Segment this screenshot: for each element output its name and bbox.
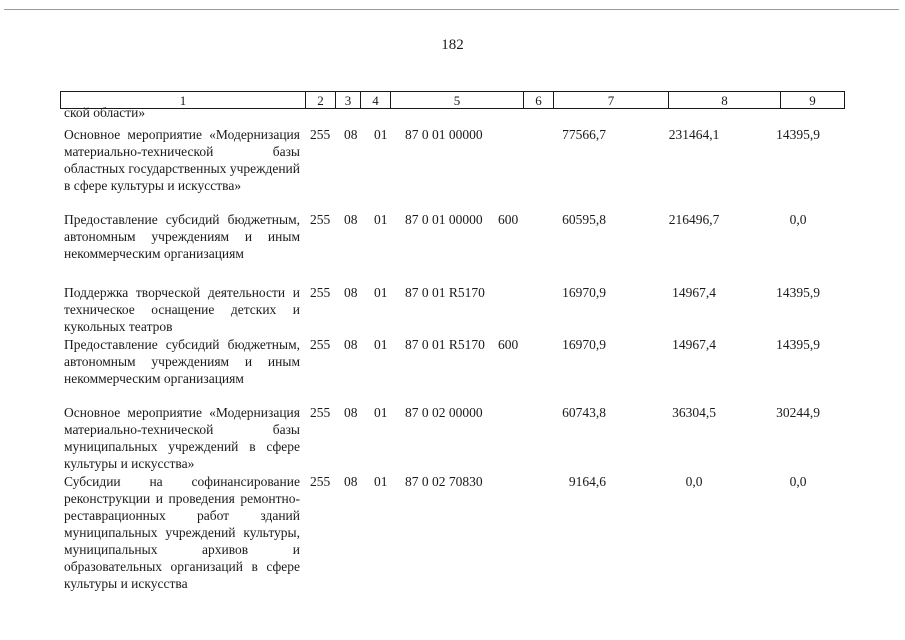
cell-col-7: 77566,7: [562, 127, 606, 142]
cell-col-4: 01: [374, 212, 388, 227]
cell-col-9: 14395,9: [776, 337, 820, 352]
row-description: Основное мероприятие «Модернизация материально-технической базы муниципальных учреждений в сфере культуры и искусства»: [64, 405, 300, 471]
cell-col-3: 08: [344, 127, 358, 142]
header-col-1: 1: [61, 92, 306, 108]
cell-col-7: 60743,8: [562, 405, 606, 420]
cell-col-6: 600: [498, 337, 519, 352]
cell-col-6: 600: [498, 212, 519, 227]
cell-col-2: 255: [310, 127, 331, 142]
cell-col-2: 255: [310, 474, 331, 489]
cell-col-8: 14967,4: [672, 285, 716, 300]
cell-col-5: 87 0 01 R5170: [405, 285, 485, 300]
header-col-7: 7: [554, 92, 669, 108]
header-col-8: 8: [669, 92, 781, 108]
page-number: 182: [441, 37, 464, 53]
header-col-4: 4: [361, 92, 391, 108]
cell-col-8: 231464,1: [668, 127, 720, 142]
cell-col-8: 14967,4: [672, 337, 716, 352]
header-col-2: 2: [306, 92, 336, 108]
cell-col-8: 216496,7: [668, 212, 720, 227]
cell-col-5: 87 0 02 70830: [405, 474, 483, 489]
cell-col-3: 08: [344, 212, 358, 227]
cell-col-4: 01: [374, 127, 388, 142]
cell-col-9: 14395,9: [776, 127, 820, 142]
cell-col-7: 9164,6: [568, 474, 606, 489]
cell-col-8: 36304,5: [672, 405, 716, 420]
cell-col-2: 255: [310, 285, 331, 300]
row-description: Предоставление субсидий бюджетным, автономным учреждениям и иным некоммерческим организациям: [64, 212, 300, 261]
row-description: Предоставление субсидий бюджетным, автономным учреждениям и иным некоммерческим организациям: [64, 337, 300, 386]
header-col-9: 9: [809, 93, 816, 108]
row-description: Основное мероприятие «Модернизация материально-технической базы областных государственных учреждений в сфере культуры и искусства»: [64, 127, 300, 193]
row-description: Поддержка творческой деятельности и техническое оснащение детских и кукольных театров: [64, 285, 300, 334]
cell-col-4: 01: [374, 405, 388, 420]
header-col-5: 5: [391, 92, 524, 108]
continuation-text: ской области»: [64, 105, 146, 120]
header-col-6: 6: [524, 92, 554, 108]
cell-col-7: 16970,9: [562, 337, 606, 352]
cell-col-5: 87 0 01 R5170: [405, 337, 485, 352]
cell-col-4: 01: [374, 474, 388, 489]
cell-col-9: 14395,9: [776, 285, 820, 300]
cell-col-7: 60595,8: [562, 212, 606, 227]
row-description: Субсидии на софинансирование реконструкции и проведения ремонтно-реставрационных работ зданий муниципальных учреждений культуры, муниципальных архивов и образовательных организаций в сфере культуры и искусства: [64, 474, 300, 591]
cell-col-2: 255: [310, 212, 331, 227]
cell-col-8: 0,0: [685, 474, 703, 489]
cell-col-5: 87 0 01 00000: [405, 127, 483, 142]
cell-col-9: 30244,9: [776, 405, 820, 420]
cell-col-4: 01: [374, 285, 388, 300]
header-col-3: 3: [336, 92, 361, 108]
cell-col-7: 16970,9: [562, 285, 606, 300]
cell-col-3: 08: [344, 405, 358, 420]
cell-col-3: 08: [344, 474, 358, 489]
cell-col-9: 0,0: [789, 474, 807, 489]
cell-col-2: 255: [310, 337, 331, 352]
cell-col-9: 0,0: [789, 212, 807, 227]
top-scan-edge: [4, 9, 899, 10]
cell-col-4: 01: [374, 337, 388, 352]
cell-col-3: 08: [344, 337, 358, 352]
cell-col-3: 08: [344, 285, 358, 300]
cell-col-5: 87 0 02 00000: [405, 405, 483, 420]
cell-col-2: 255: [310, 405, 331, 420]
cell-col-5: 87 0 01 00000: [405, 212, 483, 227]
